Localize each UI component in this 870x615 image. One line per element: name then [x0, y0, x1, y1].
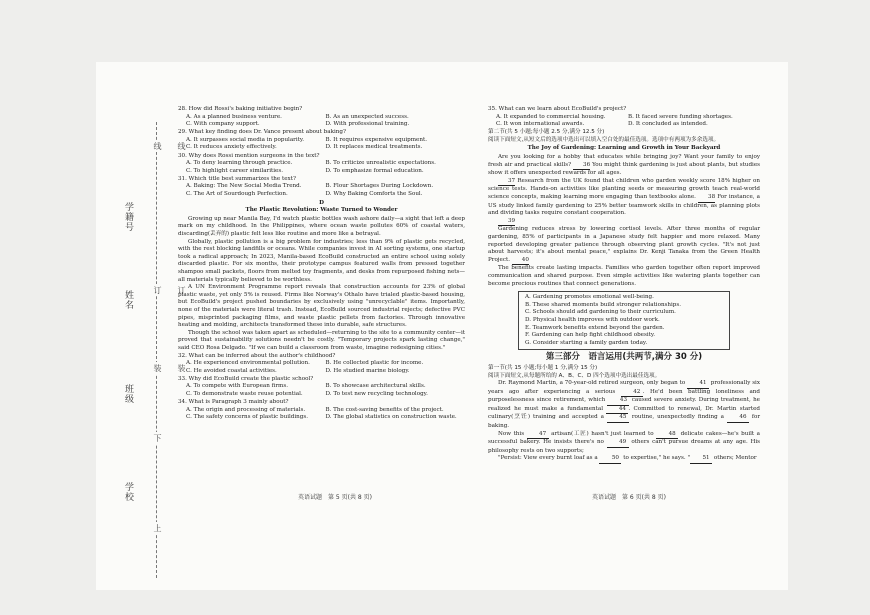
school-label: 学校 [123, 482, 133, 502]
option-c: C. The safety concerns of plastic buildings. [186, 414, 309, 421]
question-stem: 34. What is Paragraph 3 mainly about? [178, 399, 289, 406]
blank-43[interactable]: 43 [607, 397, 629, 406]
question-31 [178, 176, 465, 199]
question-stem: 33. Why did EcoBuild create the plastic school? [178, 375, 314, 382]
section-1-instructions: 阅读下面短文,从每题所给的 A、B、C、D 四个选项中选出最佳选项。 [488, 372, 661, 379]
cut-mark-ding-top: 订 [153, 286, 162, 294]
blank-36[interactable]: 36 [573, 162, 590, 171]
passage-title: The Plastic Revolution: Waste Turned to Wonder [245, 207, 398, 214]
option-b: B. It requires expensive equipment. [325, 136, 427, 143]
option-item: E. Teamwork benefits extend beyond the garden. [525, 324, 665, 331]
option-c: C. He avoided coastal activities. [186, 367, 277, 374]
cut-mark-shang: 上 [153, 524, 162, 532]
option-c: C. With company support. [186, 121, 260, 128]
blank-41[interactable]: 41 [687, 380, 709, 389]
option-c: C. To demonstrate waste reuse potential. [186, 390, 303, 397]
page-footer-right: 英语试题 第 6 页(共 8 页) [592, 494, 666, 501]
passage-paragraph: A UN Environment Programme report reveals that construction accounts for 23% of global plastic waste, yet only 5% is reused. Firms like Norway's Othalo have trialed plastic-based housing, but EcoBuild's project pushed boundaries by exclusively using "unrecyclable" items. Importantly, none of the materials were literal trash. Instead, EcoBuild sourced industrial rejects; defective PVC pipes, misprinted packaging films, and waste plastic pellets from factories. Through innovative heating and molding, architects transformed these into durable, safe structures. [178, 284, 465, 329]
cut-mark-xia: 下 [153, 434, 162, 442]
passage-title: The Joy of Gardening: Learning and Growth in Your Backyard [527, 145, 721, 152]
blank-44[interactable]: 44 [606, 406, 628, 415]
option-b: B. Flour Shortages During Lockdown. [325, 183, 434, 190]
question-stem: 32. What can be inferred about the author's childhood? [178, 352, 336, 359]
option-d: D. To test new recycling technology. [325, 390, 428, 397]
section-2-instructions: 阅读下面短文,从短文后的选项中选出可以填入空白处的最佳选项。选项中有两项为多余选项。 [488, 136, 720, 143]
option-a: A. To deny learning through practice. [186, 160, 293, 167]
option-b: B. To criticize unrealistic expectations. [325, 160, 436, 167]
option-a: A. The origin and processing of materials. [186, 406, 306, 413]
question-stem: 30. Why does Rossi mention surgeons in the text? [178, 152, 320, 159]
cut-mark-line-top: 线 [153, 142, 162, 150]
question-group-28-31 [178, 106, 465, 199]
blank-39[interactable]: 39 [498, 218, 515, 227]
question-35 [488, 106, 760, 129]
passage-paragraph: 37 Research from the UK found that children who garden weekly score 18% higher on science tests. Hands-on activities like planting seeds or measuring growth teach real-world science concepts, making learning more engaging than textbooks alone. 38 For instance, a US study linked family gardening to 25% better teamwork skills in children, as planning plots and dividing tasks require constant cooperation. [488, 177, 760, 217]
left-column [178, 106, 465, 422]
question-stem: 28. How did Rossi's baking initiative begin? [178, 106, 303, 112]
id-number-label: 学籍号 [123, 202, 133, 232]
cloze-paragraph: Dr. Raymond Martin, a 70-year-old retired surgeon, only began to 41 professionally six years ago after experiencing a serious 42 . He'd been battling loneliness and purposelessness since retirement, which 43 caused severe anxiety. During treatment, he realized he must make a fundamental 44 . Committed to renewal, Dr. Martin started culinary(烹饪) training and accepted a 45 routine, unexpectedly finding a 46 for baking. [488, 380, 761, 430]
blank-49[interactable]: 49 [607, 439, 629, 448]
option-c: C. The Art of Sourdough Perfection. [186, 191, 288, 198]
passage-label: D [319, 199, 324, 206]
question-28 [178, 106, 465, 129]
page-footer-left: 英语试题 第 5 页(共 8 页) [298, 494, 372, 501]
name-label: 姓名 [123, 290, 133, 310]
binding-margin [96, 62, 186, 590]
option-d: D. It replaces medical treatments. [325, 144, 423, 151]
option-d: D. To emphasize formal education. [325, 167, 424, 174]
option-b: B. He collected plastic for income. [325, 360, 424, 367]
passage-paragraph: Globally, plastic pollution is a big problem for industries; less than 9% of plastic gets recycled, with the rest blocking landfills or oceans. While companies invest in AI sorting systems, one startup took a radical approach; In 2023, Manila-based EcoBuild constructed an entire school using solely discarded plastic. For six months, their prototype campus featured walls from pressed together shampoo small packets, floors from melted toy fragments, and desks from repurposed fishing nets—all materials typically believed to be worthless. [178, 238, 465, 283]
question-stem: 35. What can we learn about EcoBuild's project? [488, 106, 627, 112]
option-a: A. It surpasses social media in popularity. [186, 136, 305, 143]
option-d: D. He studied marine biology. [325, 367, 410, 374]
blank-40[interactable]: 40 [512, 257, 529, 266]
passage-paragraph: Are you looking for a hobby that educates while bringing joy? Want your family to enjoy fresh air and practical skills? 36 You might think gardening is just about plants, but studies show it offers unexpected rewards for all ages. [488, 154, 760, 177]
blank-42[interactable]: 42 [621, 389, 643, 398]
passage-paragraph [488, 218, 760, 227]
blank-48[interactable]: 48 [656, 431, 678, 440]
cut-mark-ding-right: 订 [177, 286, 186, 294]
question-34 [178, 399, 465, 422]
option-c: C. It reduces anxiety effectively. [186, 144, 277, 151]
question-29 [178, 129, 465, 152]
question-32 [178, 353, 465, 376]
option-item: D. Physical health improves with outdoor work. [525, 316, 660, 323]
question-stem: 31. Which title best summarizes the text? [178, 175, 296, 182]
passage-paragraph: The benefits create lasting impacts. Families who garden together often report improved communication and shared purpose. Even simple activities like watering plants together can become precious routines that connect generations. [488, 265, 760, 287]
option-b: B. It faced severe funding shortages. [628, 113, 733, 120]
cut-mark-line-right: 线 [177, 142, 186, 150]
option-a: A. It expanded to commercial housing. [496, 113, 606, 120]
class-label: 班级 [123, 384, 133, 404]
passage-paragraph: Growing up near Manila Bay, I'd watch plastic bottles wash ashore daily—a sight that left a deep mark on my childhood. In the Philippines, where ocean waste pollutes 60% of coastal waters, discarding(丢弃的) plastic felt less like routine and more like a betrayal. [178, 215, 465, 237]
option-c: C. It won international awards. [496, 121, 585, 128]
passage-paragraph: Gardening reduces stress by lowering cortisol levels. After three months of regular gardening, 85% of participants in a Japanese study felt happier and more relaxed. Many reported developing greater patience through observing plant growth cycles. "It's not just about harvests; it's about mental peace," explains Dr. Kenji Tanaka from the Green Health Project. 40 [488, 226, 760, 265]
cut-mark-zhuang-top: 装 [153, 364, 162, 372]
question-33 [178, 376, 465, 399]
option-d: D. With professional training. [325, 121, 410, 128]
option-b: B. The cost-saving benefits of the project. [325, 406, 444, 413]
blank-47[interactable]: 47 [527, 431, 549, 440]
blank-45[interactable]: 45 [607, 414, 629, 423]
option-item: C. Schools should add gardening to their curriculum. [525, 309, 676, 316]
option-d: D. The global statistics on construction waste. [325, 414, 457, 421]
section-1-heading: 第一节(共 15 小题;每小题 1 分,满分 15 分) [488, 364, 598, 371]
blank-51[interactable]: 51 [690, 455, 712, 464]
blank-46[interactable]: 46 [727, 414, 749, 423]
option-d: D. It concluded as intended. [628, 121, 708, 128]
option-item: F. Gardening can help fight childhood obesity. [525, 332, 656, 339]
cloze-paragraph: Now this 47 artisan(工匠) hasn't just learned to 48 delicate cakes—he's built a successful bakery. He insists there's no 49 others can't pursue dreams at any age. His philosophy rests on two supports; [488, 430, 760, 454]
section-2-heading: 第二节(共 5 小题;每小题 2.5 分,满分 12.5 分) [488, 129, 605, 136]
blank-37[interactable]: 37 [498, 178, 515, 187]
right-column [488, 106, 760, 464]
option-d: D. Why Baking Comforts the Soul. [325, 191, 423, 198]
part-3-title: 第三部分 语言运用(共两节,满分 30 分) [545, 352, 703, 363]
blank-50[interactable]: 50 [599, 455, 621, 464]
option-item: G. Consider starting a family garden today. [525, 339, 648, 346]
cut-line [156, 122, 157, 578]
option-item: A. Gardening promotes emotional well-being. [525, 294, 654, 301]
passage-paragraph: Though the school was taken apart as scheduled—returning to the site to a community center—it proved that sustainability solutions needn't be costly. "Temporary projects spark lasting change," said CEO Rosa Delgado. "If we can build a classroom from waste, imagine redesigning cities." [178, 329, 465, 351]
option-a: A. He experienced environmental pollution. [186, 360, 310, 367]
cloze-paragraph: "Persist: View every burnt loaf as a 50 to expertise," he says. " 51 others; Mentor [488, 455, 760, 464]
option-c: C. To highlight career similarities. [186, 167, 283, 174]
option-a: A. Baking: The New Social Media Trend. [186, 183, 302, 190]
question-30 [178, 153, 465, 176]
option-a: A. As a planned business venture. [186, 113, 282, 120]
options-box [518, 291, 730, 350]
blank-38[interactable]: 38 [698, 194, 715, 203]
option-b: B. As an unexpected success. [325, 113, 409, 120]
cut-mark-zhuang-right: 装 [177, 364, 186, 372]
question-stem: 29. What key finding does Dr. Vance present about baking? [178, 129, 346, 136]
option-b: B. To showcase architectural skills. [325, 383, 426, 390]
option-item: B. These shared moments build stronger relationships. [525, 301, 682, 308]
option-a: A. To compete with European firms. [186, 383, 288, 390]
